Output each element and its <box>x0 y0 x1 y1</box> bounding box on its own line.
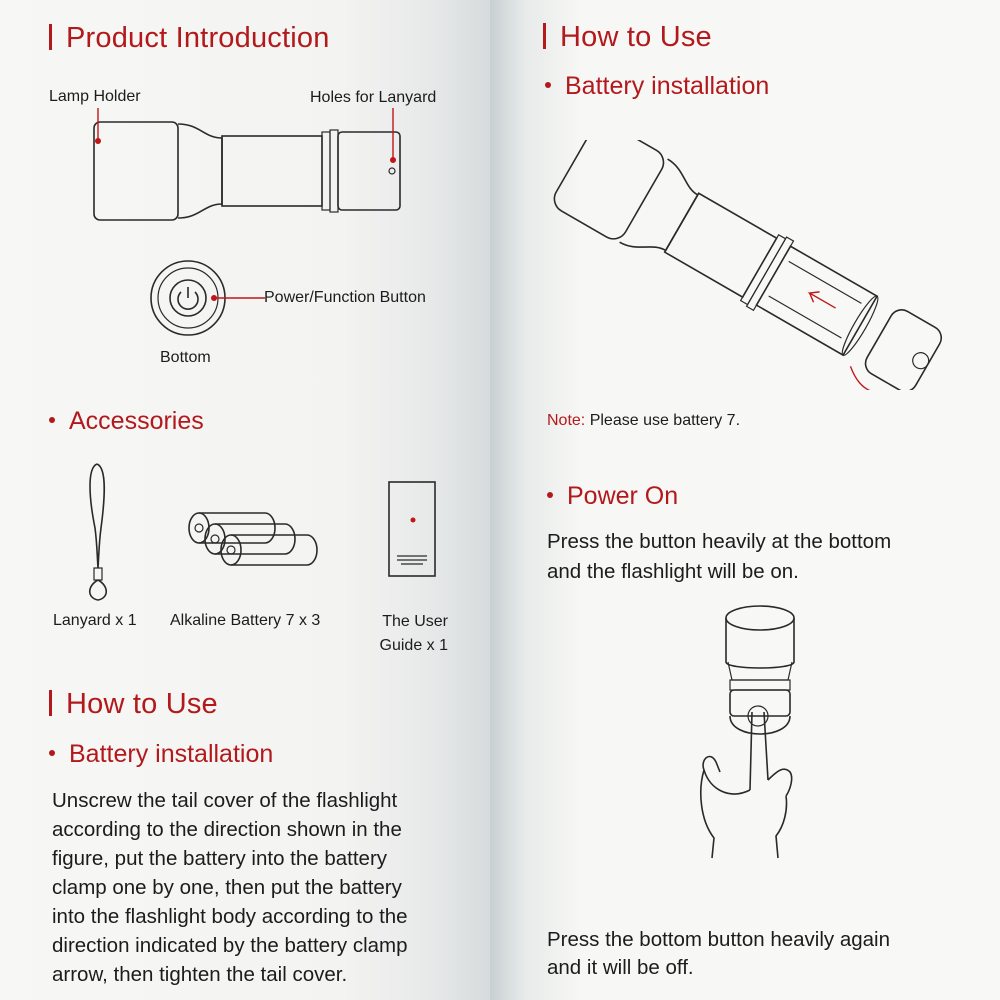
power-on-line: and the flashlight will be on. <box>547 560 799 583</box>
battery-installation-instructions <box>52 786 472 989</box>
user-guide-label <box>376 610 448 658</box>
power-off-line: and it will be off. <box>547 956 694 979</box>
power-on-line: Press the button heavily at the bottom <box>547 530 892 553</box>
note-key: Note: <box>547 412 586 429</box>
power-button-leader-line <box>245 297 265 301</box>
instruction-line: according to the direction shown in the <box>52 818 402 841</box>
alkaline-battery-label: Alkaline Battery 7 x 3 <box>170 612 321 629</box>
right-page <box>490 0 1000 1000</box>
instruction-line: clamp one by one, then put the battery <box>52 876 402 899</box>
instruction-line: direction indicated by the battery clamp <box>52 934 408 957</box>
power-off-instructions <box>547 926 977 982</box>
power-on-instructions <box>547 527 977 587</box>
instruction-line: arrow, then tighten the tail cover. <box>52 963 348 986</box>
batteries-illustration <box>185 505 325 575</box>
power-on-heading: Power On <box>547 482 678 511</box>
lanyard-illustration <box>75 458 125 608</box>
power-off-line: Press the bottom button heavily again <box>547 928 891 951</box>
lamp-holder-label: Lamp Holder <box>49 88 141 105</box>
battery-installation-heading-left: Battery installation <box>49 740 273 769</box>
note-text: Please use battery 7. <box>585 412 741 429</box>
user-guide-label-line2: Guide x 1 <box>379 637 448 654</box>
battery-installation-illustration <box>545 140 945 390</box>
instruction-line: figure, put the battery into the battery <box>52 847 388 870</box>
power-button-bottom-illustration <box>145 255 245 345</box>
user-guide-illustration <box>385 478 441 580</box>
battery-installation-heading-right: Battery installation <box>545 72 769 101</box>
product-introduction-heading: Product Introduction <box>49 22 330 55</box>
left-page <box>0 0 490 1000</box>
holes-for-lanyard-label: Holes for Lanyard <box>310 89 437 106</box>
instruction-line: Unscrew the tail cover of the flashlight <box>52 789 398 812</box>
instruction-line: into the flashlight body according to the <box>52 905 408 928</box>
power-function-button-label: Power/Function Button <box>264 289 426 306</box>
battery-note <box>547 412 740 430</box>
how-to-use-heading-left: How to Use <box>49 688 218 721</box>
accessories-heading: Accessories <box>49 407 204 436</box>
flashlight-side-illustration <box>80 108 410 228</box>
bottom-label: Bottom <box>160 349 211 366</box>
hand-pressing-button-illustration <box>690 600 830 860</box>
how-to-use-heading-right: How to Use <box>543 21 712 54</box>
lanyard-label: Lanyard x 1 <box>53 612 137 629</box>
user-guide-label-line1: The User <box>382 613 448 630</box>
